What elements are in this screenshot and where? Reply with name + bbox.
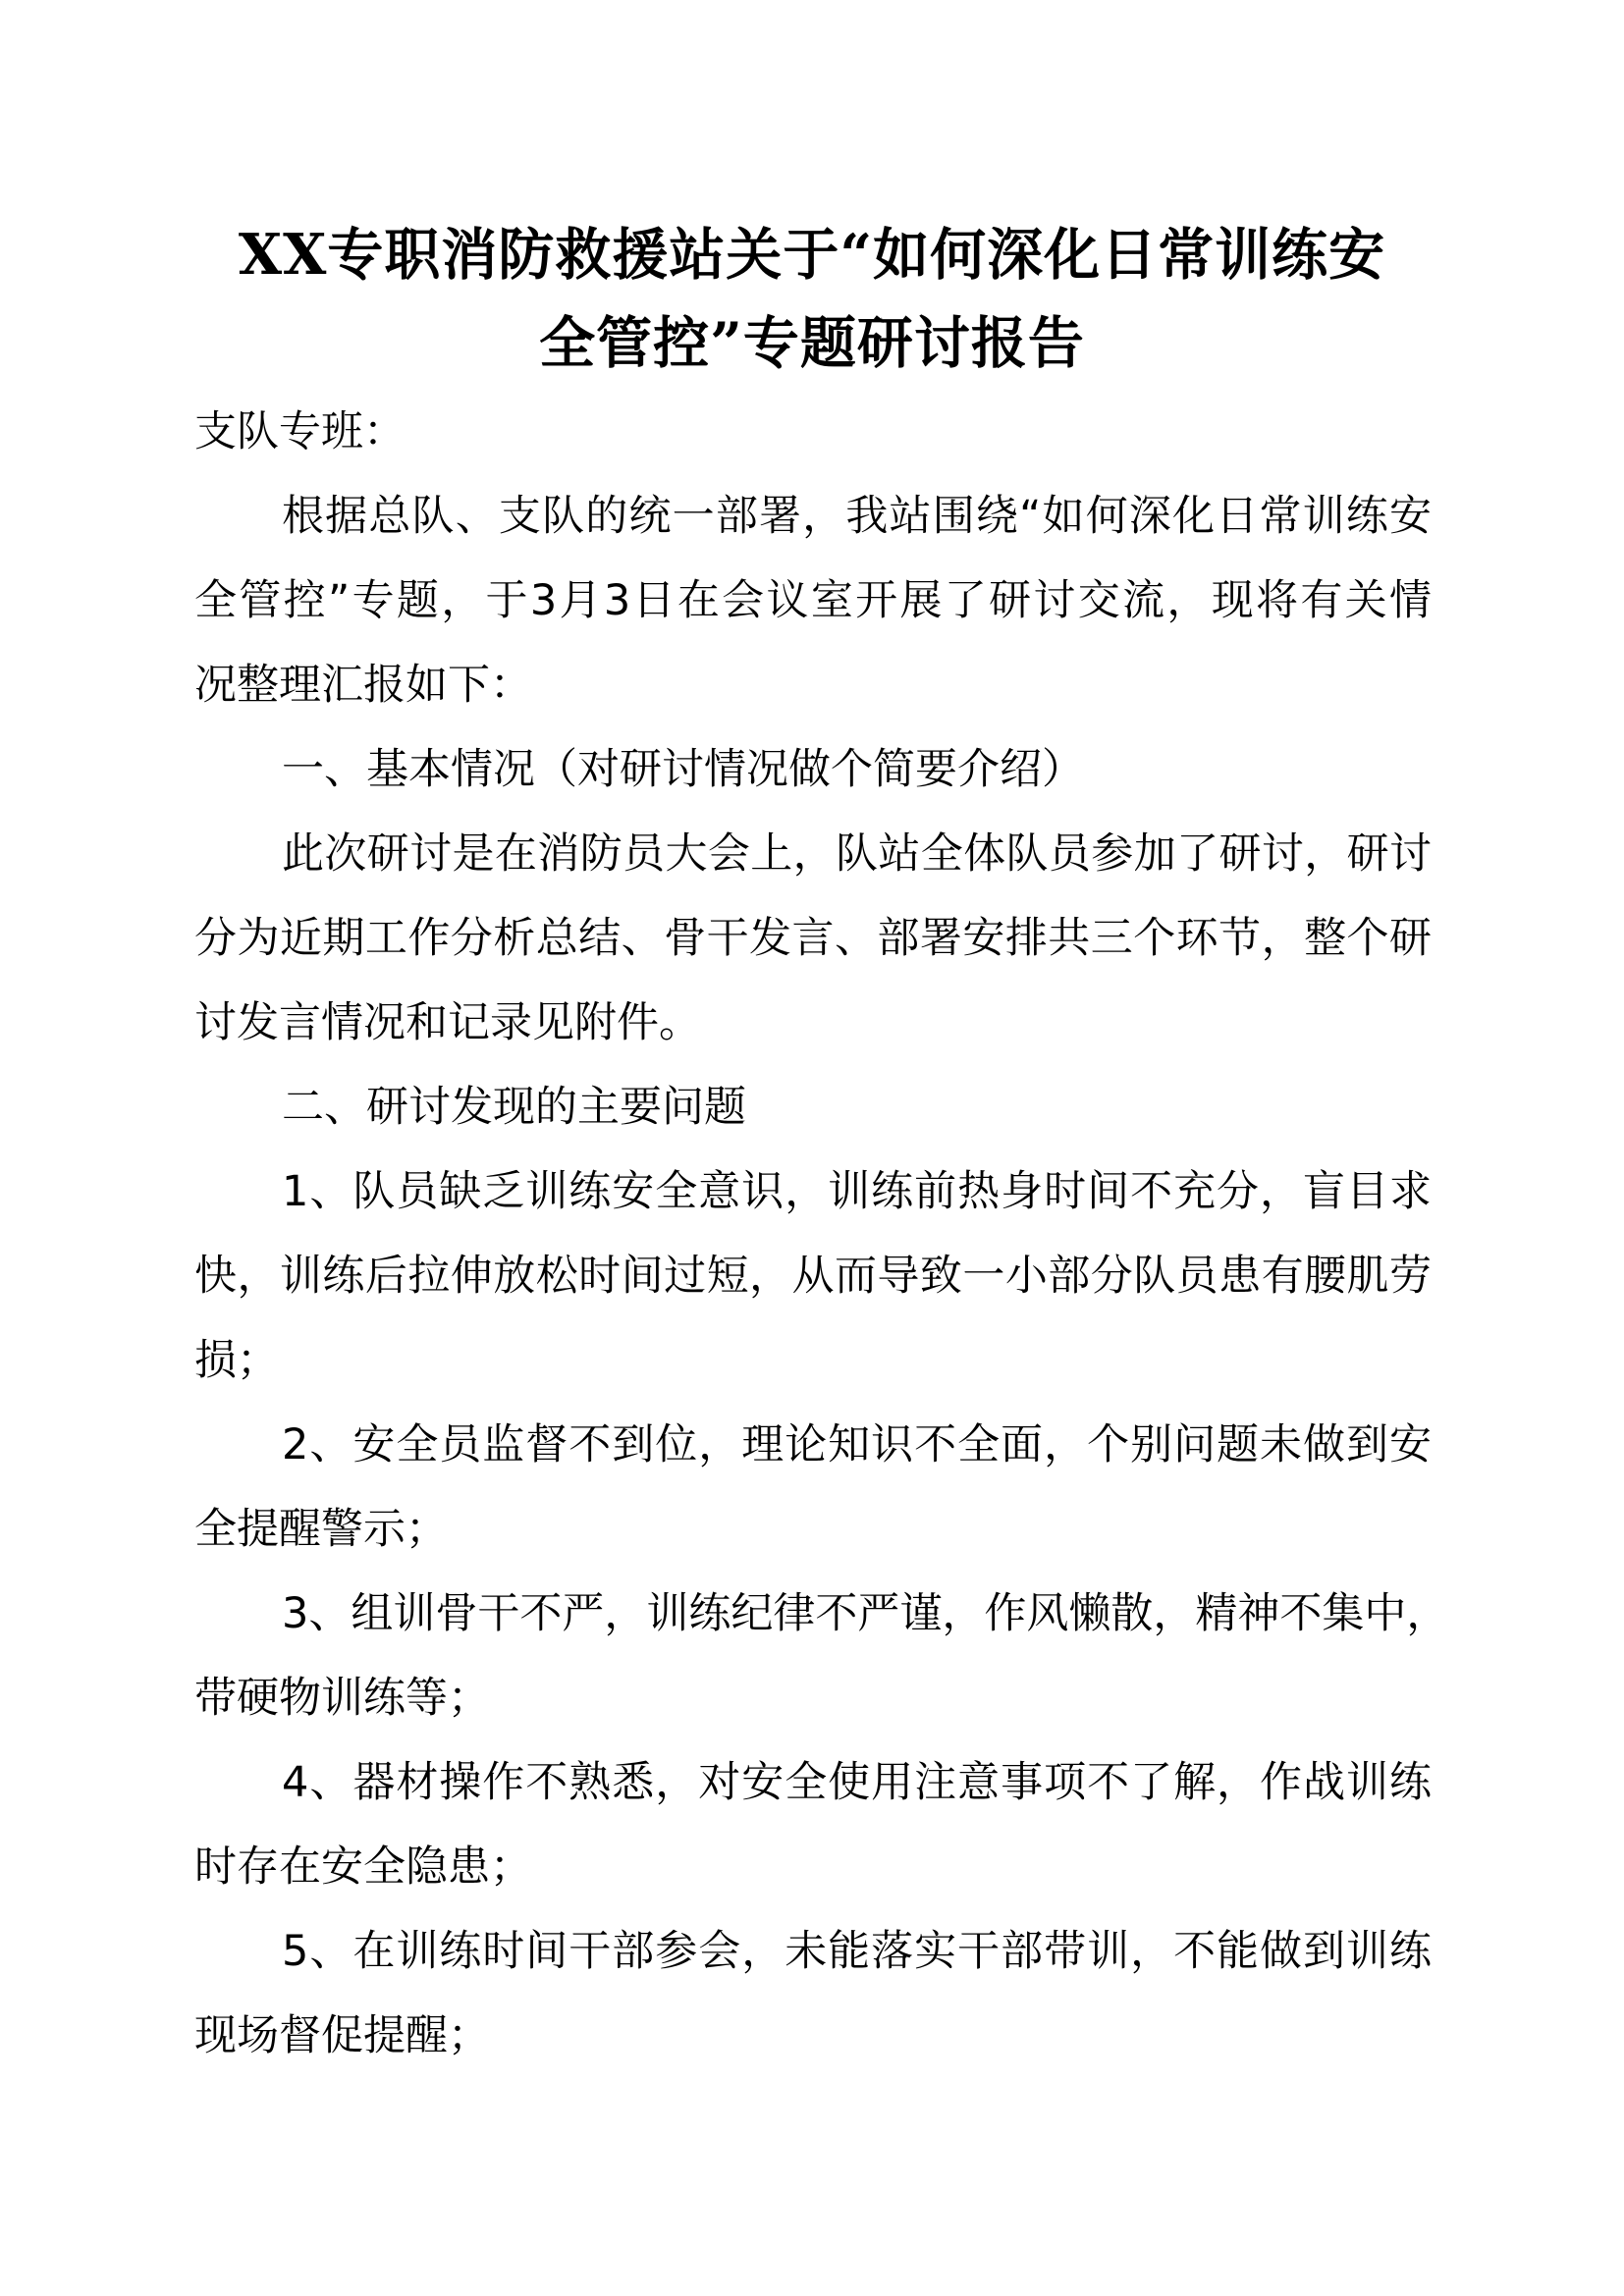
section-2-heading: 二、研讨发现的主要问题: [282, 1083, 746, 1132]
section-1-body-line-3: 讨发言情况和记录见附件。: [194, 998, 701, 1047]
problem-5-line-1: 5、在训练时间干部参会，未能落实干部带训，不能做到训练: [282, 1927, 1432, 1976]
problem-2-line-2: 全提醒警示；: [194, 1505, 448, 1554]
document-title-line-1: XX专职消防救援站关于“如何深化日常训练安: [238, 222, 1386, 288]
salutation: 支队专班：: [194, 407, 406, 456]
intro-line-2: 全管控”专题，于3月3日在会议室开展了研讨交流，现将有关情: [194, 576, 1432, 625]
document-title-line-2: 全管控”专题研讨报告: [539, 310, 1085, 376]
intro-line-1: 根据总队、支队的统一部署，我站围绕“如何深化日常训练安: [282, 492, 1432, 541]
problem-1-line-3: 损；: [194, 1336, 279, 1385]
section-1-body-line-1: 此次研讨是在消防员大会上，队站全体队员参加了研讨，研讨: [282, 829, 1432, 879]
problem-4-line-1: 4、器材操作不熟悉，对安全使用注意事项不了解，作战训练: [282, 1758, 1432, 1807]
problem-4-line-2: 时存在安全隐患；: [194, 1842, 532, 1892]
section-1-heading: 一、基本情况（对研讨情况做个简要介绍）: [282, 745, 1084, 794]
problem-2-line-1: 2、安全员监督不到位，理论知识不全面，个别问题未做到安: [282, 1420, 1432, 1469]
section-1-body-line-2: 分为近期工作分析总结、骨干发言、部署安排共三个环节，整个研: [194, 914, 1432, 963]
intro-line-3: 况整理汇报如下：: [194, 661, 532, 710]
problem-5-line-2: 现场督促提醒；: [194, 2011, 490, 2060]
problem-3-line-1: 3、组训骨干不严，训练纪律不严谨，作风懒散，精神不集中，: [282, 1589, 1449, 1638]
problem-1-line-2: 快，训练后拉伸放松时间过短，从而导致一小部分队员患有腰肌劳: [194, 1252, 1432, 1301]
problem-3-line-2: 带硬物训练等；: [194, 1674, 490, 1723]
problem-1-line-1: 1、队员缺乏训练安全意识，训练前热身时间不充分，盲目求: [282, 1167, 1432, 1216]
